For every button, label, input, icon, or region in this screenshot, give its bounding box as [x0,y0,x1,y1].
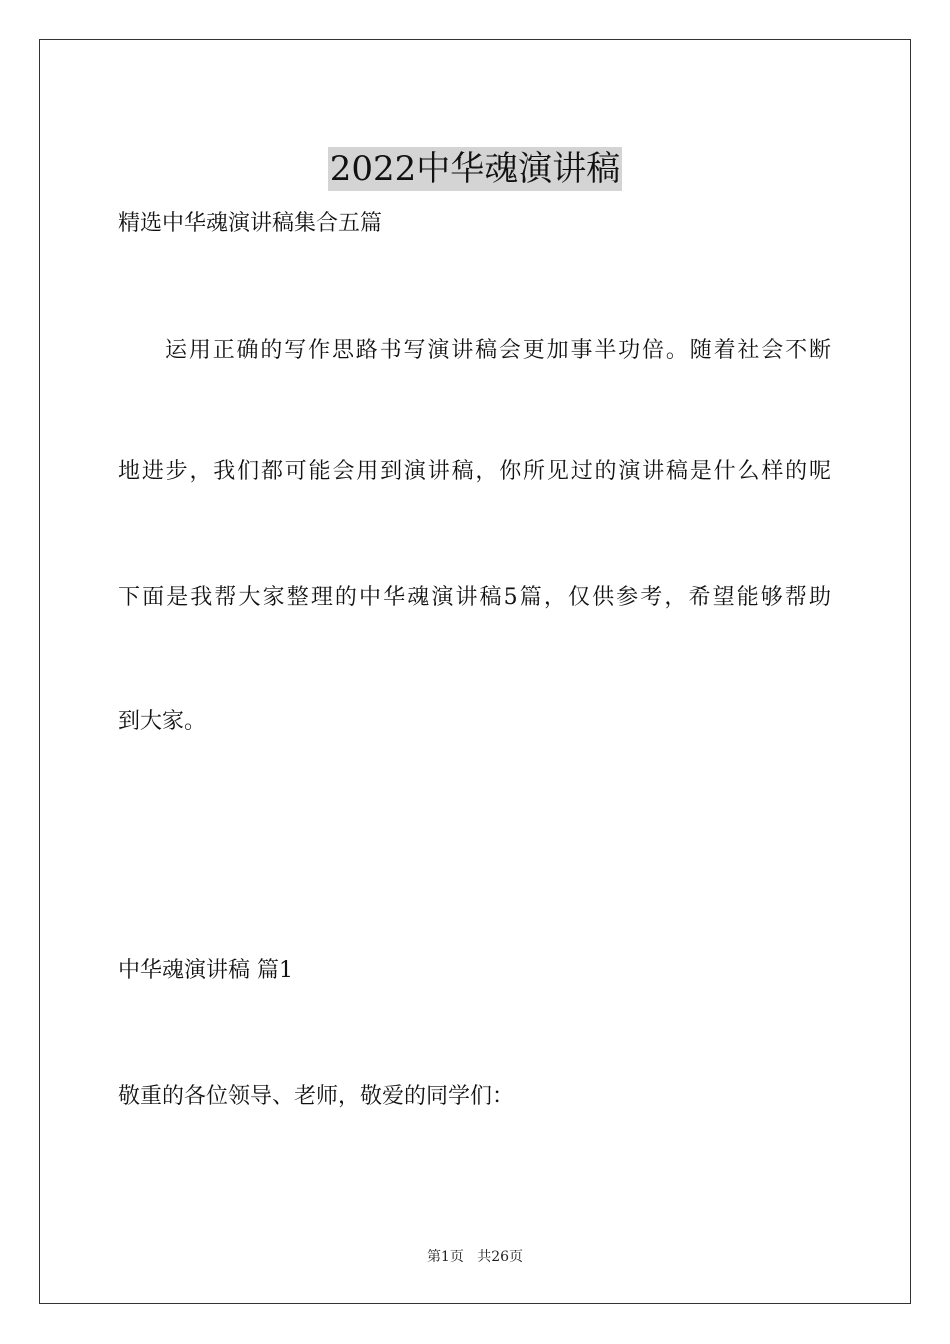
paragraph-line-3: 下面是我帮大家整理的中华魂演讲稿5篇，仅供参考，希望能够帮助 [118,585,831,610]
page-footer [0,1247,950,1267]
section-heading: 中华魂演讲稿 篇1 [118,958,293,983]
title-container [0,124,950,214]
page-number: 第1页 [426,1249,464,1265]
salutation: 敬重的各位领导、老师，敬爱的同学们： [118,1084,515,1109]
page-total: 共26页 [477,1249,524,1265]
paragraph-line-4: 到大家。 [118,709,207,734]
document-title: 2022中华魂演讲稿 [329,148,621,189]
document-subtitle: 精选中华魂演讲稿集合五篇 [118,211,383,236]
paragraph-line-2: 地进步，我们都可能会用到演讲稿，你所见过的演讲稿是什么样的呢 [118,459,831,484]
paragraph-line-1: 运用正确的写作思路书写演讲稿会更加事半功倍。随着社会不断 [165,338,831,363]
